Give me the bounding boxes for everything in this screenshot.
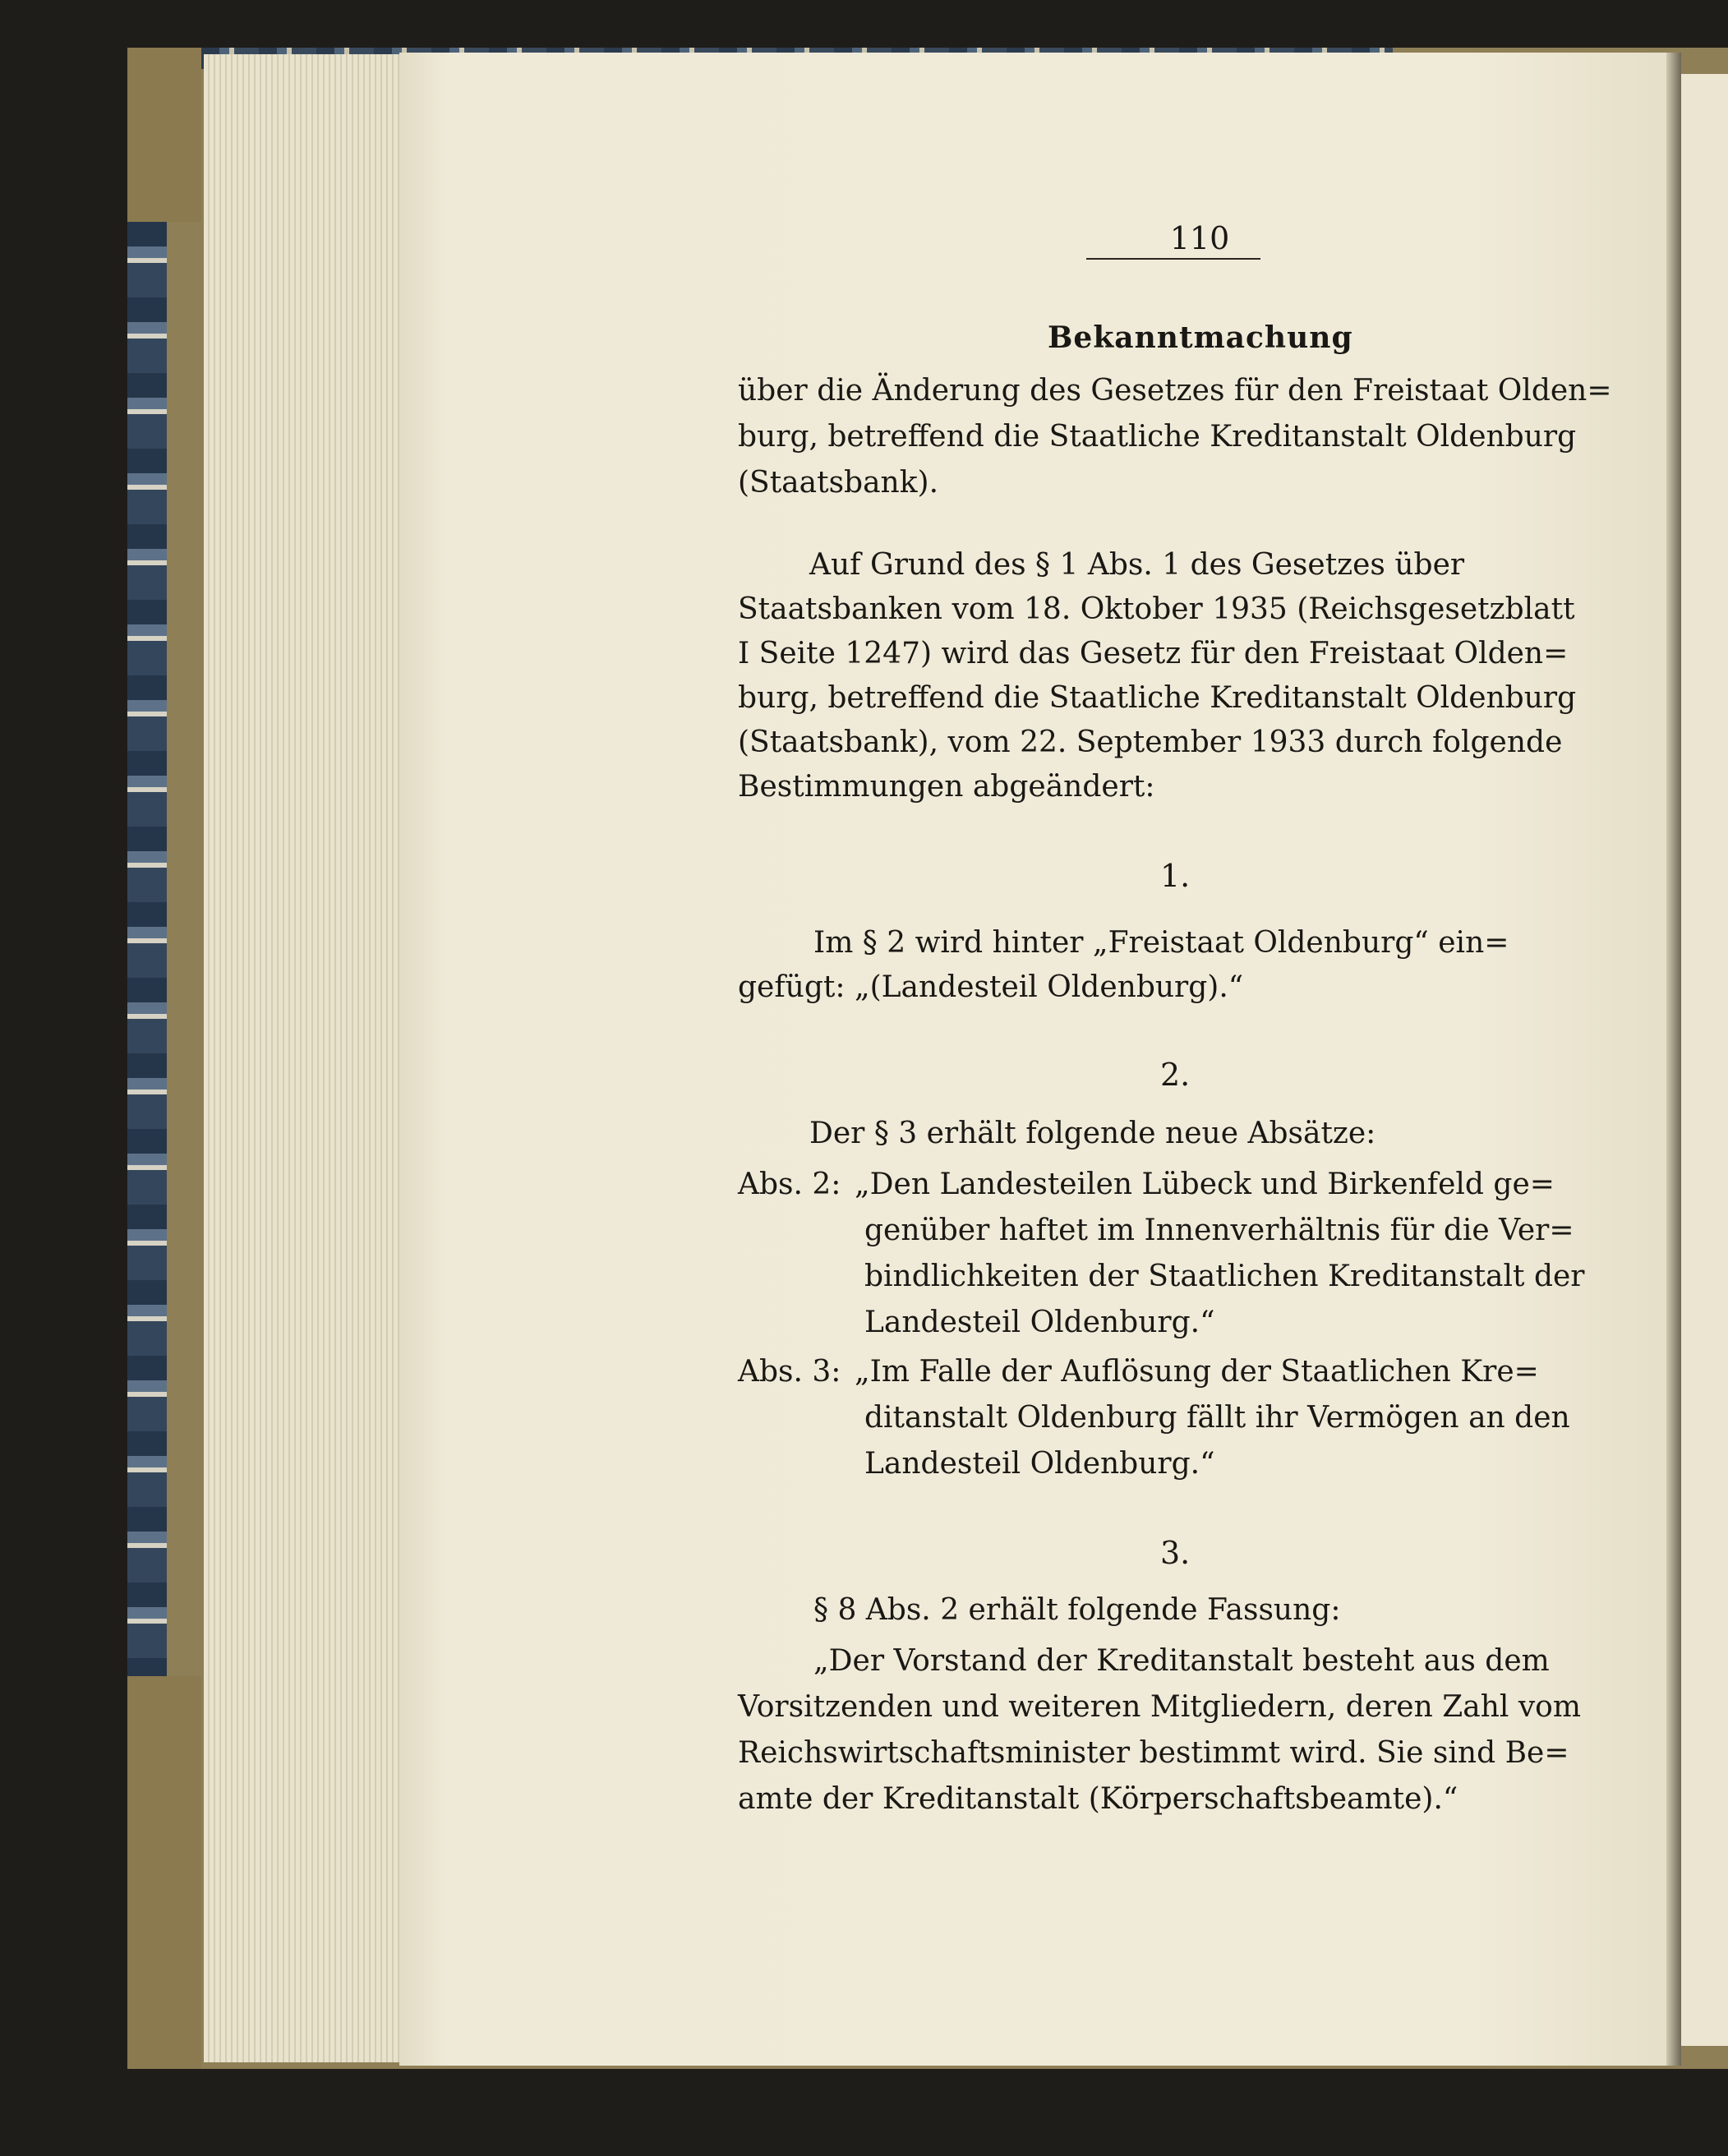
intro-line: I Seite 1247) wird das Gesetz für den Freistaat Olden= — [738, 637, 1569, 670]
section-line: Vorsitzenden und weiteren Mitgliedern, deren Zahl vom — [738, 1690, 1581, 1724]
paragraph-line: „Den Landesteilen Lübeck und Birkenfeld ge= — [855, 1168, 1555, 1201]
intro-line: (Staatsbank), vom 22. September 1933 durch folgende — [738, 726, 1563, 759]
section-line: Reichswirtschaftsminister bestimmt wird. Sie sind Be= — [738, 1736, 1569, 1770]
paragraph-line: Landesteil Oldenburg.“ — [864, 1447, 1215, 1481]
page-edges — [204, 54, 399, 2062]
paragraph-line: Landesteil Oldenburg.“ — [864, 1306, 1215, 1339]
notice-heading: Bekanntmachung — [1048, 320, 1353, 355]
paragraph-line: ditanstalt Oldenburg fällt ihr Vermögen an den — [864, 1401, 1570, 1435]
section-number: 1. — [1160, 858, 1191, 894]
facing-page-edge — [1681, 74, 1728, 2046]
section-line: „Der Vorstand der Kreditanstalt besteht aus dem — [813, 1644, 1550, 1678]
section-number: 2. — [1160, 1057, 1191, 1093]
paragraph-line: „Im Falle der Auflösung der Staatlichen Kre= — [855, 1355, 1539, 1389]
cover-marbled-paper-left — [127, 222, 167, 1676]
paragraph-label: Abs. 3: — [738, 1355, 841, 1389]
paragraph-line: genüber haftet im Innenverhältnis für die Ver= — [864, 1214, 1574, 1247]
intro-line: Staatsbanken vom 18. Oktober 1935 (Reichsgesetzblatt — [738, 592, 1575, 626]
page-number-rule — [1086, 258, 1260, 260]
intro-line: burg, betreffend die Staatliche Kreditanstalt Oldenburg — [738, 681, 1577, 715]
section-line: Der § 3 erhält folgende neue Absätze: — [809, 1117, 1376, 1150]
subtitle-line: über die Änderung des Gesetzes für den Freistaat Olden= — [738, 374, 1612, 408]
cover-leather-corner-top — [127, 48, 201, 222]
section-line: amte der Kreditanstalt (Körperschaftsbeamte).“ — [738, 1782, 1458, 1816]
intro-line: Bestimmungen abgeändert: — [738, 770, 1155, 804]
page-number: 110 — [1169, 220, 1230, 256]
section-line: Im § 2 wird hinter „Freistaat Oldenburg“ ein= — [813, 926, 1509, 960]
paragraph-line: bindlichkeiten der Staatlichen Kreditanstalt der — [864, 1260, 1585, 1293]
paragraph-label: Abs. 2: — [738, 1168, 841, 1201]
section-line: § 8 Abs. 2 erhält folgende Fassung: — [813, 1593, 1341, 1627]
subtitle-line: burg, betreffend die Staatliche Kreditanstalt Oldenburg — [738, 420, 1577, 454]
subtitle-line: (Staatsbank). — [738, 466, 939, 500]
section-number: 3. — [1160, 1535, 1191, 1571]
section-line: gefügt: „(Landesteil Oldenburg).“ — [738, 970, 1244, 1004]
intro-line: Auf Grund des § 1 Abs. 1 des Gesetzes über — [809, 548, 1465, 582]
gutter-shadow — [1666, 53, 1681, 2066]
cover-leather-corner-bottom — [127, 1676, 201, 2069]
